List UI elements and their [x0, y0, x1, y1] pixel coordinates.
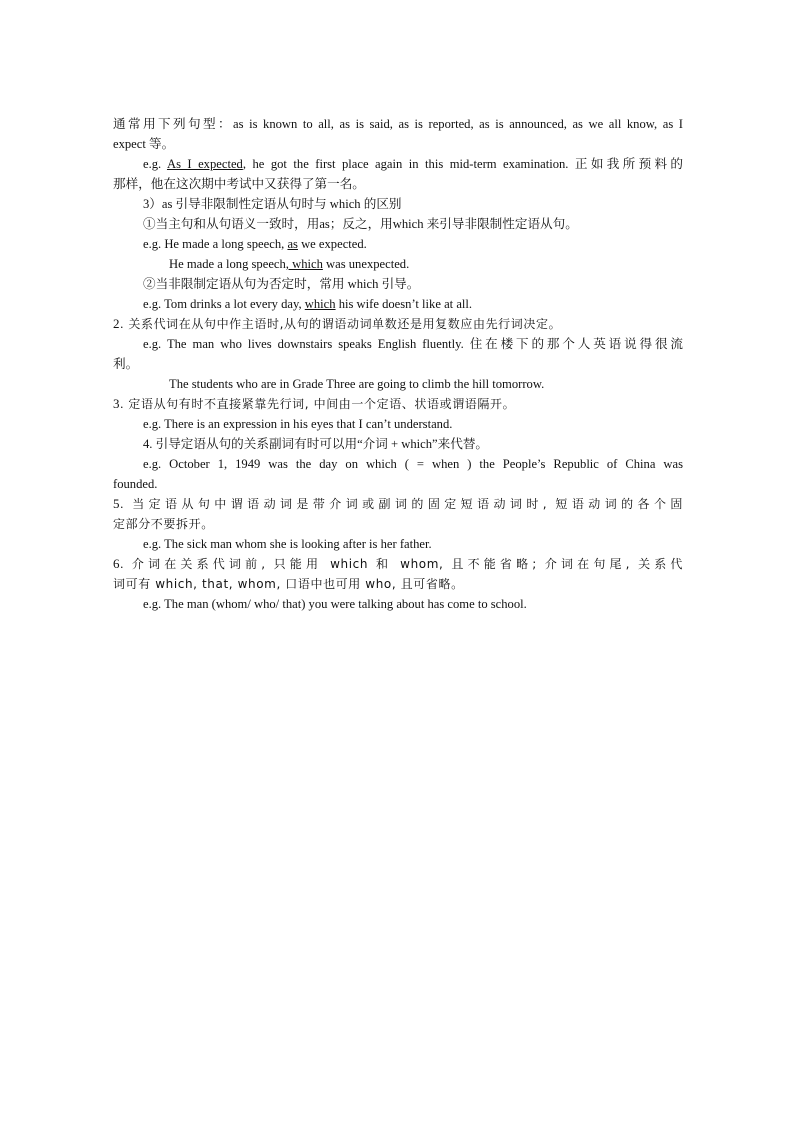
- rule-2-number: 2.: [113, 316, 124, 331]
- rule-2-heading: [113, 314, 683, 334]
- example-8-continued: founded.: [113, 477, 158, 491]
- example-1-continued: 那样，他在这次期中考试中又获得了第一名。: [113, 177, 365, 191]
- example-3-underlined: , which: [285, 257, 323, 271]
- rule-2-text: 关系代词在从句中作主语时,从句的谓语动词单数还是用复数应由先行词决定。: [123, 317, 562, 331]
- example-1-rest: , he got the first place again in this mid-term examination. 正如我所预料的: [242, 157, 683, 171]
- rule-6-heading: [113, 554, 683, 574]
- rule-5-number: 5.: [113, 496, 124, 511]
- rule-5-heading: [113, 494, 683, 514]
- example-2-prefix: e.g. He made a long speech,: [143, 237, 288, 251]
- case-2: ②当非限制定语从句为否定时，常用 which 引导。: [143, 277, 420, 291]
- example-6: The students who are in Grade Three are going to climb the hill tomorrow.: [169, 377, 545, 391]
- rule-3-heading: [113, 394, 683, 414]
- example-3-prefix: He made a long speech: [169, 257, 286, 271]
- subsection-3: 3）as 引导非限制性定语从句时与 which 的区别: [143, 197, 402, 211]
- rule-3-text: 定语从句有时不直接紧靠先行词, 中间由一个定语、状语或谓语隔开。: [123, 397, 516, 411]
- intro-line-1: 通常用下列句型：as is known to all, as is said, as is reported, as is announced, as we all know, as I: [113, 117, 683, 131]
- example-2-rest: we expected.: [297, 237, 367, 251]
- example-5-continued: 利。: [113, 357, 139, 371]
- rule-6-text: 介词在关系代词前, 只能用 which 和 whom, 且不能省略; 介词在句尾, 关系代: [123, 557, 683, 571]
- example-4-underlined: which: [304, 297, 336, 311]
- example-3: [113, 254, 683, 274]
- intro-line-2: expect 等。: [113, 137, 175, 151]
- example-2: [113, 234, 683, 254]
- rule-3-number: 3.: [113, 396, 124, 411]
- rule-5-text: 当定语从句中谓语动词是带介词或副词的固定短语动词时, 短语动词的各个固: [123, 497, 683, 511]
- example-9: e.g. The sick man whom she is looking after is her father.: [143, 537, 432, 551]
- example-3-rest: was unexpected.: [322, 257, 410, 271]
- rule-6-heading-continued: 词可有 which, that, whom, 口语中也可用 who, 且可省略。: [113, 577, 464, 591]
- document-page: [113, 114, 683, 614]
- example-1-prefix: e.g.: [143, 157, 167, 171]
- example-8: e.g. October 1, 1949 was the day on which ( = when ) the People’s Republic of China was: [143, 457, 683, 471]
- rule-5-heading-continued: 定部分不要拆开。: [113, 517, 214, 531]
- example-1: [113, 154, 683, 174]
- example-4-prefix: e.g. Tom drinks a lot every day,: [143, 297, 305, 311]
- example-2-underlined: as: [287, 237, 298, 251]
- example-4: [113, 294, 683, 314]
- case-1: ①当主句和从句语义一致时，用as；反之，用which 来引导非限制性定语从句。: [143, 217, 578, 231]
- example-4-rest: his wife doesn’t like at all.: [335, 297, 473, 311]
- rule-6-number: 6.: [113, 556, 124, 571]
- example-7: e.g. There is an expression in his eyes that I can’t understand.: [143, 417, 453, 431]
- example-10: e.g. The man (whom/ who/ that) you were talking about has come to school.: [143, 597, 527, 611]
- example-1-underlined: As I expected: [166, 157, 243, 171]
- rule-4: 4. 引导定语从句的关系副词有时可以用“介词 + which”来代替。: [143, 437, 489, 451]
- example-5: e.g. The man who lives downstairs speaks English fluently. 住在楼下的那个人英语说得很流: [143, 337, 683, 351]
